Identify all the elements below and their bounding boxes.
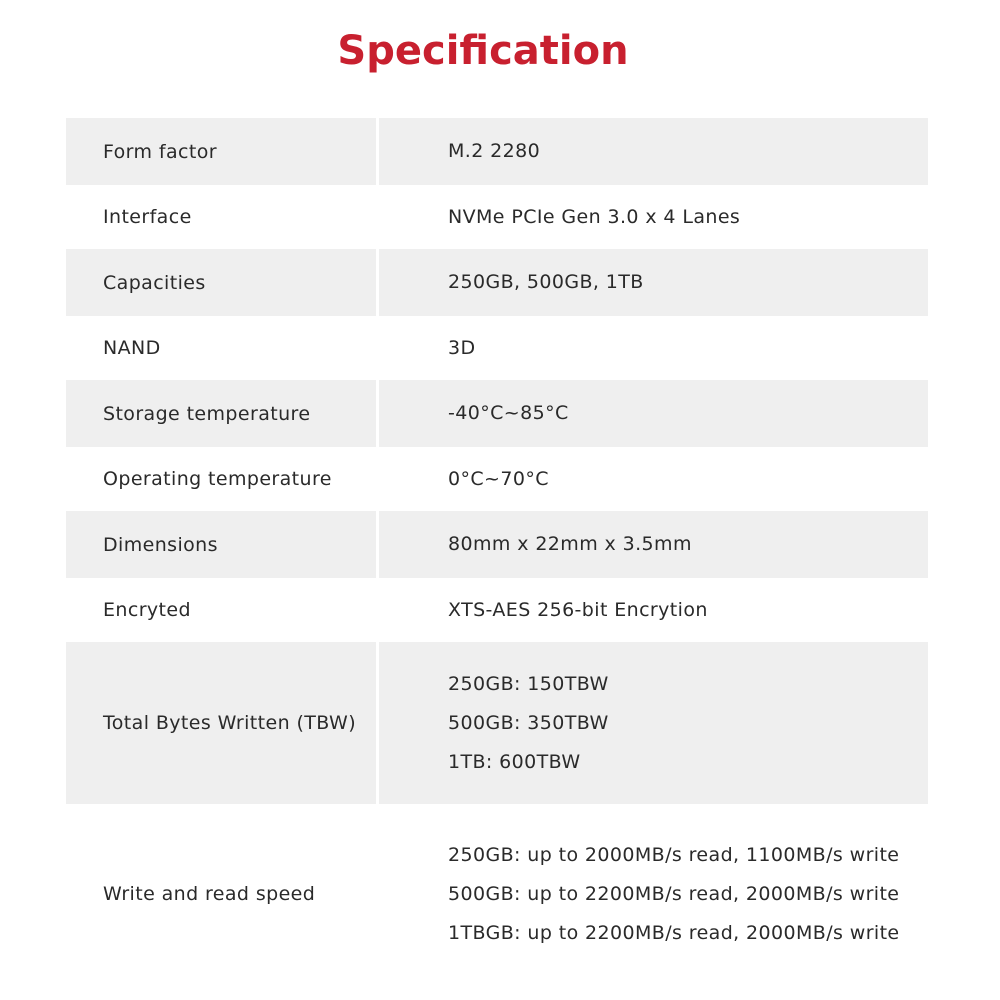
spec-value-line: XTS-AES 256-bit Encrytion bbox=[448, 598, 708, 621]
spec-value bbox=[379, 583, 928, 637]
spec-label: Operating temperature bbox=[103, 468, 332, 490]
spec-value-line: 3D bbox=[448, 336, 476, 359]
spec-value-line: -40°C~85°C bbox=[448, 402, 569, 424]
spec-value-line: 250GB: up to 2000MB/s read, 1100MB/s write bbox=[448, 843, 900, 866]
spec-value-line: 1TBGB: up to 2200MB/s read, 2000MB/s write bbox=[448, 921, 900, 944]
spec-row-operating-temperature bbox=[66, 452, 928, 506]
spec-value-line: 1TB: 600TBW bbox=[448, 750, 581, 773]
spec-value-line: 500GB: 350TBW bbox=[448, 711, 609, 734]
page-title: Specification bbox=[337, 28, 629, 74]
spec-value-line: 500GB: up to 2200MB/s read, 2000MB/s write bbox=[448, 882, 900, 905]
spec-value bbox=[379, 380, 928, 447]
spec-label: Interface bbox=[103, 206, 192, 228]
spec-label: NAND bbox=[103, 337, 161, 359]
spec-row-dimensions bbox=[66, 511, 928, 578]
spec-label: Dimensions bbox=[66, 511, 376, 578]
spec-label: Encryted bbox=[103, 599, 191, 621]
spec-value bbox=[379, 511, 928, 578]
spec-row-tbw bbox=[66, 642, 928, 804]
spec-value-line: 250GB, 500GB, 1TB bbox=[448, 271, 644, 293]
spec-value-line: M.2 2280 bbox=[448, 140, 541, 162]
spec-value bbox=[379, 118, 928, 185]
spec-row-storage-temperature bbox=[66, 380, 928, 447]
spec-label: Capacities bbox=[66, 249, 376, 316]
spec-row-write-read-speed bbox=[66, 809, 928, 979]
spec-value bbox=[379, 249, 928, 316]
spec-row-nand bbox=[66, 321, 928, 375]
spec-value bbox=[379, 809, 928, 979]
spec-table bbox=[66, 118, 928, 984]
spec-value-line: 250GB: 150TBW bbox=[448, 672, 609, 695]
spec-value bbox=[379, 190, 928, 244]
spec-label: Total Bytes Written (TBW) bbox=[66, 642, 376, 804]
spec-value bbox=[379, 642, 928, 804]
spec-value-line: 80mm x 22mm x 3.5mm bbox=[448, 533, 692, 555]
spec-label: Write and read speed bbox=[103, 883, 316, 905]
spec-row-capacities bbox=[66, 249, 928, 316]
spec-label: Storage temperature bbox=[66, 380, 376, 447]
spec-row-form-factor bbox=[66, 118, 928, 185]
spec-row-interface bbox=[66, 190, 928, 244]
spec-value-line: 0°C~70°C bbox=[448, 467, 549, 490]
spec-value-line: NVMe PCIe Gen 3.0 x 4 Lanes bbox=[448, 205, 741, 228]
spec-value bbox=[379, 452, 928, 506]
spec-row-encryted bbox=[66, 583, 928, 637]
spec-value bbox=[379, 321, 928, 375]
spec-label: Form factor bbox=[66, 118, 376, 185]
